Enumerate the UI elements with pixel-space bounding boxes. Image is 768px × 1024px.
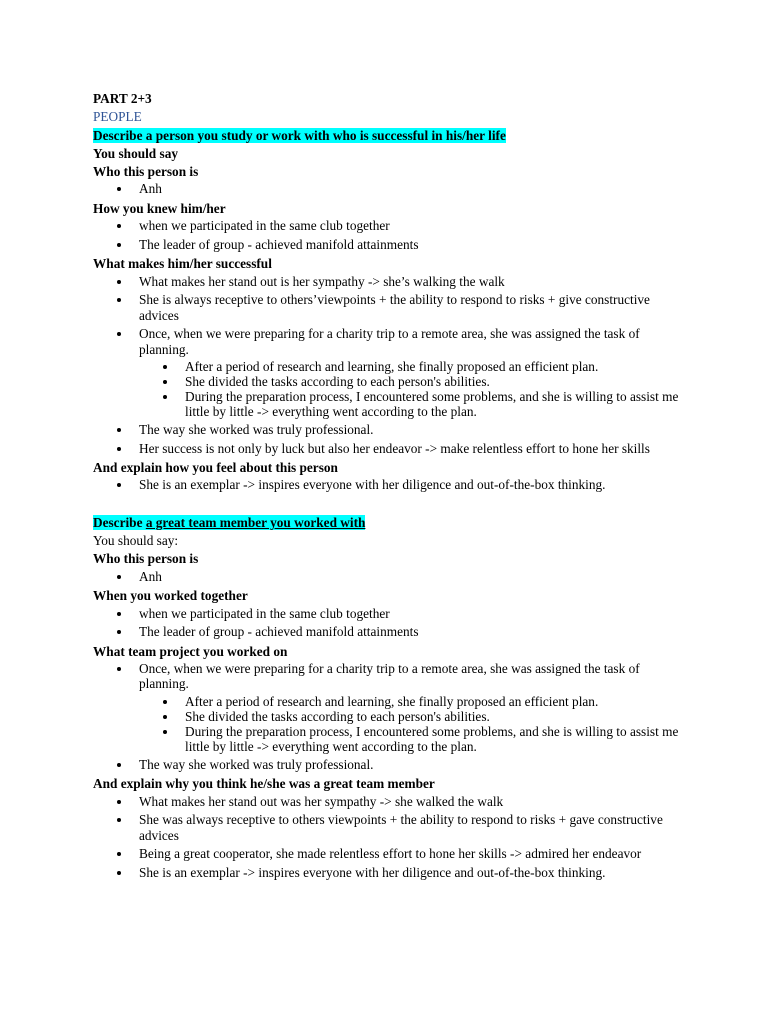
section2-q1: Who this person is xyxy=(93,551,199,567)
section2-q3-list xyxy=(93,661,683,773)
list-item: What makes her stand out is her sympathy -> she’s walking the walk xyxy=(93,274,683,290)
section1-title: Describe a person you study or work with who is successful in his/her life xyxy=(93,127,506,143)
list-item: when we participated in the same club together xyxy=(93,218,683,234)
section2-q2-list xyxy=(93,606,683,640)
sub-list-item: She divided the tasks according to each person's abilities. xyxy=(139,709,683,724)
list-item: She is always receptive to others’viewpoints + the ability to respond to risks + give constructive advices xyxy=(93,292,683,323)
list-item-text: Once, when we were preparing for a charity trip to a remote area, she was assigned the task of planning. xyxy=(139,326,640,357)
sub-list-item: During the preparation process, I encountered some problems, and she is willing to assist me little by little -> everything went according to the plan. xyxy=(139,724,683,754)
sub-list-item: After a period of research and learning, she finally proposed an efficient plan. xyxy=(139,694,683,709)
section2-title-underlined: a great team member you worked with xyxy=(145,514,366,530)
section2-you-should-say: You should say: xyxy=(93,533,179,549)
section1-q1-list xyxy=(93,181,683,197)
list-item: Her success is not only by luck but also her endeavor -> make relentless effort to hone her skills xyxy=(93,441,683,457)
section2-q3-sublist xyxy=(139,694,683,754)
list-item-with-sublist xyxy=(93,326,683,419)
list-item-text: Once, when we were preparing for a charity trip to a remote area, she was assigned the task of planning. xyxy=(139,660,640,692)
section1-q3-list xyxy=(93,274,683,457)
section1-q3-sublist xyxy=(139,359,683,419)
part-heading: PART 2+3 xyxy=(93,91,152,106)
list-item: She was always receptive to others viewpoints + the ability to respond to risks + gave constructive advices xyxy=(93,812,683,843)
list-item: She is an exemplar -> inspires everyone with her diligence and out-of-the-box thinking. xyxy=(93,477,683,493)
sub-list-item: After a period of research and learning, she finally proposed an efficient plan. xyxy=(139,359,683,374)
section1-q2-list xyxy=(93,218,683,252)
list-item: She is an exemplar -> inspires everyone with her diligence and out-of-the-box thinking. xyxy=(93,865,683,881)
section1-q4-list xyxy=(93,477,683,493)
section2-title-prefix: Describe xyxy=(93,514,146,530)
list-item: The leader of group - achieved manifold attainments xyxy=(93,624,683,640)
list-item: Anh xyxy=(93,569,683,585)
list-item: What makes her stand out was her sympathy -> she walked the walk xyxy=(93,794,683,810)
list-item: Anh xyxy=(93,181,683,197)
section-gap xyxy=(93,496,683,514)
section1-q1: Who this person is xyxy=(93,164,199,180)
sub-list-item: She divided the tasks according to each person's abilities. xyxy=(139,374,683,389)
section2-title-line xyxy=(93,514,683,532)
section1-title-line xyxy=(93,127,683,145)
list-item: Being a great cooperator, she made relentless effort to hone her skills -> admired her endeavor xyxy=(93,846,683,862)
list-item: The way she worked was truly professional. xyxy=(93,757,683,773)
section2-title xyxy=(93,515,365,530)
document-content xyxy=(93,90,683,883)
list-item: The leader of group - achieved manifold attainments xyxy=(93,237,683,253)
category-heading: PEOPLE xyxy=(93,109,142,125)
section1-q2: How you knew him/her xyxy=(93,200,226,216)
section2-q1-list xyxy=(93,569,683,585)
section1-q4: And explain how you feel about this person xyxy=(93,460,338,476)
section2-q3: What team project you worked on xyxy=(93,643,288,659)
list-item: The way she worked was truly professional. xyxy=(93,422,683,438)
section1-you-should-say: You should say xyxy=(93,145,178,161)
section1-q3: What makes him/her successful xyxy=(93,256,272,272)
section2-q4: And explain why you think he/she was a great team member xyxy=(93,776,435,792)
list-item: when we participated in the same club together xyxy=(93,606,683,622)
section2-q2: When you worked together xyxy=(93,588,248,604)
section2-q4-list xyxy=(93,794,683,881)
sub-list-item: During the preparation process, I encountered some problems, and she is willing to assist me little by little -> everything went according to the plan. xyxy=(139,389,683,419)
list-item-with-sublist xyxy=(93,661,683,754)
